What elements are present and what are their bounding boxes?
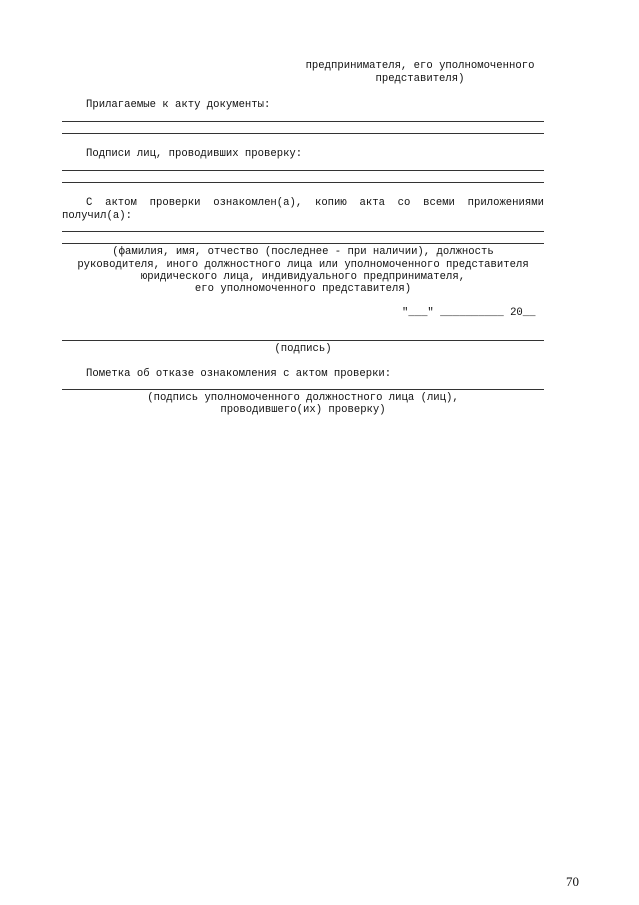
attached-docs-line-2[interactable] bbox=[62, 133, 544, 134]
acquainted-word: со bbox=[397, 197, 411, 209]
attached-docs-line-1[interactable] bbox=[62, 121, 544, 122]
acquainted-word: всеми bbox=[423, 197, 455, 209]
refusal-line[interactable] bbox=[62, 389, 544, 390]
official-caption-line1: (подпись уполномоченного должностного лица (лиц), bbox=[147, 392, 459, 404]
header-caption-line1: предпринимателя, его уполномоченного bbox=[305, 60, 535, 72]
acquainted-received-label: получил(а): bbox=[62, 210, 132, 222]
date-field[interactable]: "___" __________ 20__ bbox=[402, 307, 536, 319]
signatures-line-1[interactable] bbox=[62, 170, 544, 171]
signatures-label: Подписи лиц, проводивших проверку: bbox=[86, 148, 303, 160]
page-number: 70 bbox=[566, 874, 579, 889]
recipient-caption-line1: (фамилия, имя, отчество (последнее - при наличии), должность bbox=[112, 246, 494, 258]
signature-line[interactable] bbox=[62, 340, 544, 341]
recipient-line-1[interactable] bbox=[62, 231, 544, 232]
recipient-caption-line3: юридического лица, индивидуального предпринимателя, bbox=[140, 271, 466, 283]
signatures-line-2[interactable] bbox=[62, 182, 544, 183]
header-caption-line2: представителя) bbox=[375, 73, 465, 85]
signature-caption: (подпись) bbox=[274, 343, 332, 355]
acquainted-word: ознакомлен(а), bbox=[213, 197, 303, 209]
recipient-caption-line2: руководителя, иного должностного лица или уполномоченного представителя bbox=[77, 259, 529, 271]
acquainted-word: С bbox=[86, 197, 93, 209]
acquainted-word: копию bbox=[314, 197, 347, 209]
acquainted-word: акта bbox=[359, 197, 385, 209]
acquainted-statement bbox=[86, 197, 544, 210]
attached-docs-label: Прилагаемые к акту документы: bbox=[86, 99, 271, 111]
refusal-label: Пометка об отказе ознакомления с актом проверки: bbox=[86, 368, 392, 380]
acquainted-word: проверки bbox=[149, 197, 201, 209]
official-caption-line2: проводившего(их) проверку) bbox=[220, 404, 386, 416]
recipient-caption-line4: его уполномоченного представителя) bbox=[194, 283, 412, 295]
acquainted-word: актом bbox=[105, 197, 137, 209]
recipient-line-2[interactable] bbox=[62, 243, 544, 244]
acquainted-word: приложениями bbox=[467, 197, 544, 209]
